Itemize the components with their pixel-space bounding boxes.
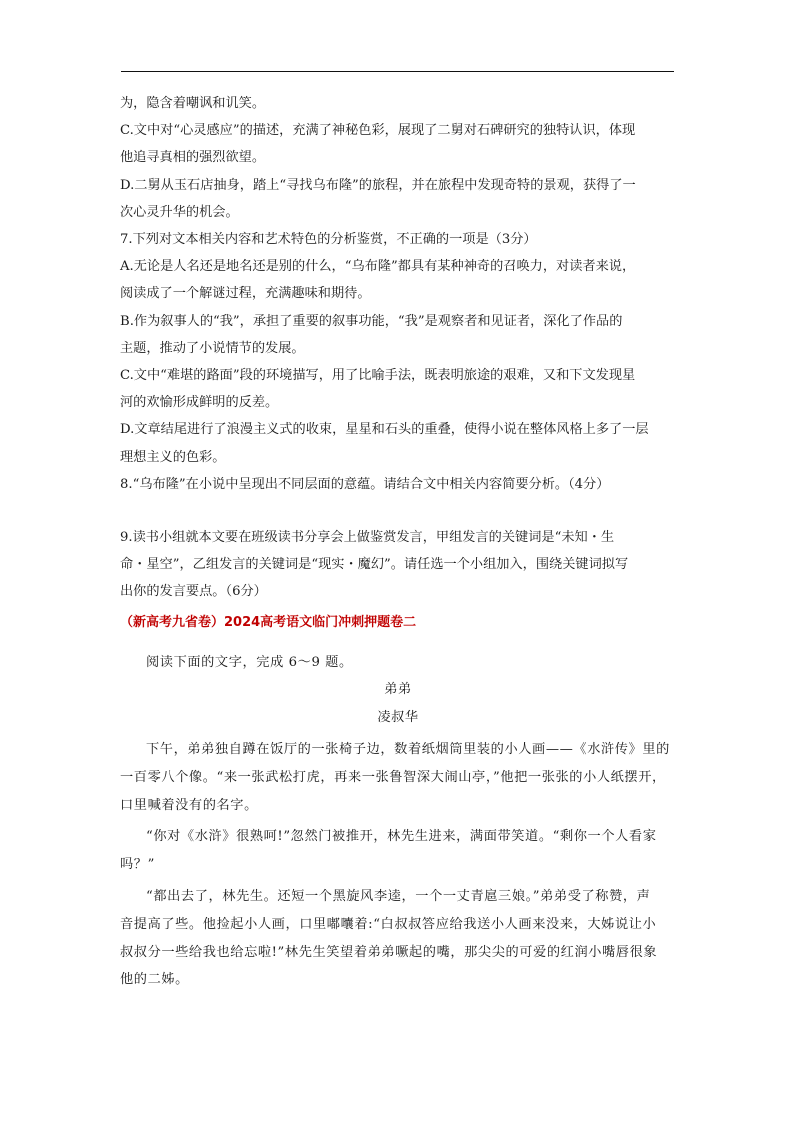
story-line: 一百零八个像。“来一张武松打虎，再来一张鲁智深大闹山亭，”他把一张张的小人纸摆开， — [120, 769, 666, 785]
story-line: “都出去了，林先生。还短一个黑旋风李逵，一个一丈青扈三娘。”弟弟受了称赞，声 — [146, 889, 651, 905]
story-paragraph-2 — [120, 823, 676, 879]
option-b-cont: 主题，推动了小说情节的发展。 — [120, 340, 305, 356]
text-line: 为，隐含着嘲讽和讥笑。 — [120, 96, 266, 111]
story-line: 他的二姊。 — [120, 972, 189, 988]
question-9-line: 出你的发言要点。（6分） — [120, 584, 267, 600]
story-line: 音提高了些。他捡起小人画，口里嘟囔着:“白叔叔答应给我送小人画来没来，大姊说让小 — [120, 916, 657, 932]
option-c: C.文中“难堪的路面”段的环境描写，用了比喻手法，既表明旅途的艰难，又和下文发现星 — [120, 368, 636, 384]
story-line: “你对《水浒》很熟呵!”忽然门被推开，林先生进来，满面带笑道。“剩你一个人看家 — [146, 829, 657, 845]
option-d: D.文章结尾进行了浪漫主义式的收束，星星和石头的重叠，使得小说在整体风格上多了一层 — [120, 422, 649, 438]
option-a-cont: 阅读成了一个解谜过程，充满趣味和期待。 — [120, 286, 371, 302]
option-c-cont: 河的欢愉形成鲜明的反差。 — [120, 395, 279, 411]
spacer — [120, 498, 676, 524]
story-title: 弟弟 — [384, 682, 412, 698]
question-7-8 — [120, 226, 676, 498]
question-9-line: 命・星空”，乙组发言的关键词是“现实・魔幻”。请任选一个小组加入，围绕关键词拟写 — [120, 557, 629, 573]
story-line: 下午，弟弟独自蹲在饭厅的一张椅子边，数着纸烟筒里装的小人画——《水浒传》里的 — [146, 742, 670, 758]
story-line: 口里喊着没有的名字。 — [120, 797, 258, 813]
story-line: 吗？” — [120, 857, 155, 873]
question-8: 8.“乌布隆”在小说中呈现出不同层面的意蕴。请结合文中相关内容简要分析。（4分） — [120, 476, 610, 492]
story-line: 叔叔分一些给我也给忘啦!”林先生笑望着弟弟噘起的嘴，那尖尖的可爱的红润小嘴唇很象 — [120, 944, 658, 960]
text-line: D.二舅从玉石店抽身，踏上“寻找乌布隆”的旅程，并在旅程中发现奇特的景观，获得了一 — [120, 177, 636, 193]
instruction: 阅读下面的文字，完成 6～9 题。 — [146, 654, 353, 670]
option-b: B.作为叙事人的“我”，承担了重要的叙事功能，“我”是观察者和见证者，深化了作品的 — [120, 313, 623, 329]
option-d-cont: 理想主义的色彩。 — [120, 449, 226, 465]
option-a: A.无论是人名还是地名还是别的什么，“乌布隆”都具有某种神奇的召唤力，对读者来说， — [120, 259, 636, 275]
text-line: C.文中对“心灵感应”的描述，充满了神秘色彩，展现了二舅对石碑研究的独特认识，体现 — [120, 123, 636, 139]
page-content — [120, 90, 676, 994]
question-9-line: 9.读书小组就本文要在班级读书分享会上做鉴赏发言，甲组发言的关键词是“未知・生 — [120, 530, 615, 546]
reading-passage — [120, 649, 676, 995]
story-author: 凌叔华 — [377, 710, 419, 726]
header-rule — [121, 71, 674, 72]
question-9 — [120, 524, 676, 606]
text-line: 次心灵升华的机会。 — [120, 204, 239, 220]
text-line: 他追寻真相的强烈欲望。 — [120, 150, 266, 166]
story-paragraph-1 — [120, 736, 676, 819]
q6-tail — [120, 90, 676, 226]
story-paragraph-3 — [120, 883, 676, 994]
section-heading: （新高考九省卷）2024高考语文临门冲刺押题卷二 — [120, 614, 417, 630]
question-7-stem: 7.下列对文本相关内容和艺术特色的分析鉴赏，不正确的一项是（3分） — [120, 232, 537, 248]
